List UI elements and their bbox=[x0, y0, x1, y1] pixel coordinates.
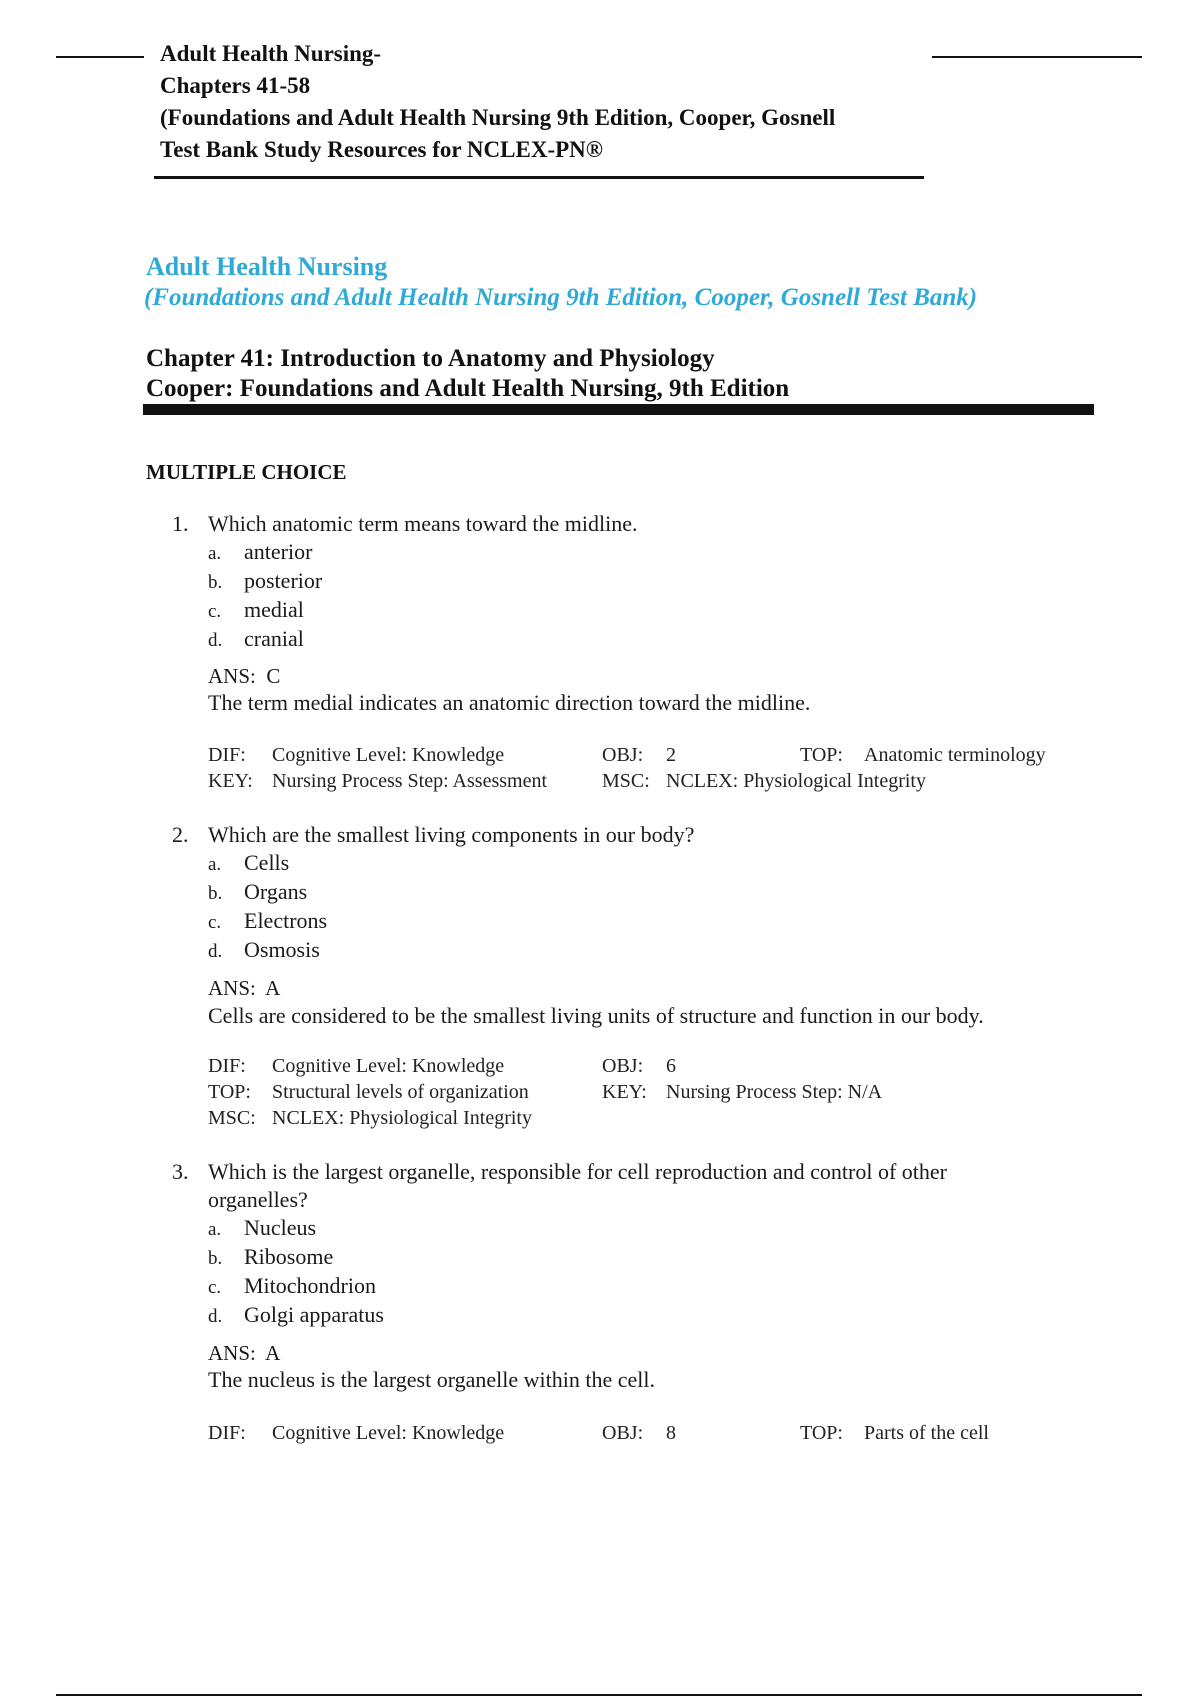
option-text: Osmosis bbox=[244, 937, 320, 962]
option-b bbox=[208, 878, 1072, 907]
option-d bbox=[208, 625, 1072, 654]
meta-msc-label: MSC: bbox=[208, 1107, 256, 1129]
option-text: Electrons bbox=[244, 908, 328, 933]
option-text: Ribosome bbox=[244, 1244, 334, 1269]
question-2 bbox=[172, 821, 1072, 965]
option-text: Organs bbox=[244, 879, 308, 904]
option-letter: d. bbox=[208, 1306, 223, 1327]
option-c bbox=[208, 907, 1072, 936]
option-letter: b. bbox=[208, 883, 223, 904]
meta-obj-value: 6 bbox=[666, 1055, 676, 1077]
option-a bbox=[208, 538, 1072, 567]
chapter-book: Cooper: Foundations and Adult Health Nursing, 9th Edition bbox=[146, 375, 790, 402]
meta-top-label: TOP: bbox=[208, 1081, 251, 1103]
option-c bbox=[208, 596, 1072, 625]
option-d bbox=[208, 936, 1072, 965]
meta-top-value: Anatomic terminology bbox=[864, 744, 1046, 766]
answer-1: ANS: C bbox=[208, 664, 281, 688]
option-a bbox=[208, 1214, 1092, 1243]
banner-subtitle: (Foundations and Adult Health Nursing 9th Edition, Cooper, Gosnell Test Bank) bbox=[144, 284, 978, 311]
section-label: MULTIPLE CHOICE bbox=[146, 460, 347, 484]
banner-title: Adult Health Nursing bbox=[146, 252, 388, 281]
meta-dif-value: Cognitive Level: Knowledge bbox=[272, 1055, 505, 1077]
chapter-thick-rule bbox=[143, 404, 1094, 415]
header-right-rule bbox=[932, 56, 1142, 58]
rationale-3: The nucleus is the largest organelle within the cell. bbox=[208, 1367, 656, 1392]
option-letter: b. bbox=[208, 572, 223, 593]
meta-key-value: Nursing Process Step: Assessment bbox=[272, 770, 547, 792]
option-text: posterior bbox=[244, 568, 323, 593]
question-3 bbox=[172, 1158, 1092, 1330]
option-text: Golgi apparatus bbox=[244, 1302, 384, 1327]
header-line-1: Adult Health Nursing- bbox=[160, 41, 382, 66]
header-left-rule bbox=[56, 56, 144, 58]
meta-key-label: KEY: bbox=[602, 1081, 647, 1103]
meta-3 bbox=[208, 1420, 1108, 1448]
meta-key-label: KEY: bbox=[208, 770, 253, 792]
option-letter: a. bbox=[208, 543, 222, 564]
meta-dif-label: DIF: bbox=[208, 1422, 246, 1444]
meta-obj-label: OBJ: bbox=[602, 1422, 644, 1444]
meta-obj-value: 8 bbox=[666, 1422, 676, 1444]
option-letter: d. bbox=[208, 941, 223, 962]
option-text: medial bbox=[244, 597, 304, 622]
meta-dif-label: DIF: bbox=[208, 1055, 246, 1077]
option-letter: b. bbox=[208, 1248, 223, 1269]
footer-rule bbox=[56, 1694, 1142, 1696]
header-underline bbox=[154, 176, 924, 179]
question-text-line2: organelles? bbox=[208, 1187, 308, 1212]
meta-msc-value: NCLEX: Physiological Integrity bbox=[272, 1107, 532, 1129]
meta-dif-label: DIF: bbox=[208, 744, 246, 766]
header-line-2: Chapters 41-58 bbox=[160, 73, 311, 98]
option-b bbox=[208, 1243, 1092, 1272]
question-number: 3. bbox=[172, 1159, 189, 1184]
question-1 bbox=[172, 510, 1072, 654]
meta-1 bbox=[208, 742, 1108, 798]
meta-obj-value: 2 bbox=[666, 744, 676, 766]
option-letter: d. bbox=[208, 630, 223, 651]
meta-obj-label: OBJ: bbox=[602, 744, 644, 766]
option-text: anterior bbox=[244, 539, 313, 564]
option-text: Nucleus bbox=[244, 1215, 317, 1240]
meta-top-value: Parts of the cell bbox=[864, 1422, 989, 1444]
header-line-4: Test Bank Study Resources for NCLEX-PN® bbox=[160, 137, 603, 162]
meta-key-value: Nursing Process Step: N/A bbox=[666, 1081, 883, 1103]
meta-obj-label: OBJ: bbox=[602, 1055, 644, 1077]
chapter-title: Chapter 41: Introduction to Anatomy and Physiology bbox=[146, 345, 715, 372]
option-text: Cells bbox=[244, 850, 290, 875]
meta-top-label: TOP: bbox=[800, 1422, 843, 1444]
document-header bbox=[160, 38, 920, 166]
header-line-3: (Foundations and Adult Health Nursing 9th Edition, Cooper, Gosnell bbox=[160, 105, 836, 130]
rationale-1: The term medial indicates an anatomic direction toward the midline. bbox=[208, 690, 811, 715]
question-text: Which are the smallest living components in our body? bbox=[208, 822, 695, 847]
question-text: Which anatomic term means toward the midline. bbox=[208, 511, 638, 536]
option-text: Mitochondrion bbox=[244, 1273, 376, 1298]
answer-3: ANS: A bbox=[208, 1341, 281, 1365]
option-letter: c. bbox=[208, 912, 222, 933]
option-d bbox=[208, 1301, 1092, 1330]
meta-top-label: TOP: bbox=[800, 744, 843, 766]
meta-msc-value: NCLEX: Physiological Integrity bbox=[666, 770, 926, 792]
option-c bbox=[208, 1272, 1092, 1301]
option-text: cranial bbox=[244, 626, 304, 651]
question-number: 2. bbox=[172, 822, 189, 847]
meta-2 bbox=[208, 1053, 1108, 1133]
meta-top-value: Structural levels of organization bbox=[272, 1081, 529, 1103]
option-b bbox=[208, 567, 1072, 596]
option-a bbox=[208, 849, 1072, 878]
meta-dif-value: Cognitive Level: Knowledge bbox=[272, 744, 505, 766]
answer-2: ANS: A bbox=[208, 976, 281, 1000]
option-letter: a. bbox=[208, 854, 222, 875]
option-letter: c. bbox=[208, 601, 222, 622]
option-letter: a. bbox=[208, 1219, 222, 1240]
meta-msc-label: MSC: bbox=[602, 770, 650, 792]
question-number: 1. bbox=[172, 511, 189, 536]
question-text-line1: Which is the largest organelle, responsible for cell reproduction and control of other bbox=[208, 1159, 948, 1184]
meta-dif-value: Cognitive Level: Knowledge bbox=[272, 1422, 505, 1444]
rationale-2: Cells are considered to be the smallest living units of structure and function in our body. bbox=[208, 1003, 984, 1028]
option-letter: c. bbox=[208, 1277, 222, 1298]
